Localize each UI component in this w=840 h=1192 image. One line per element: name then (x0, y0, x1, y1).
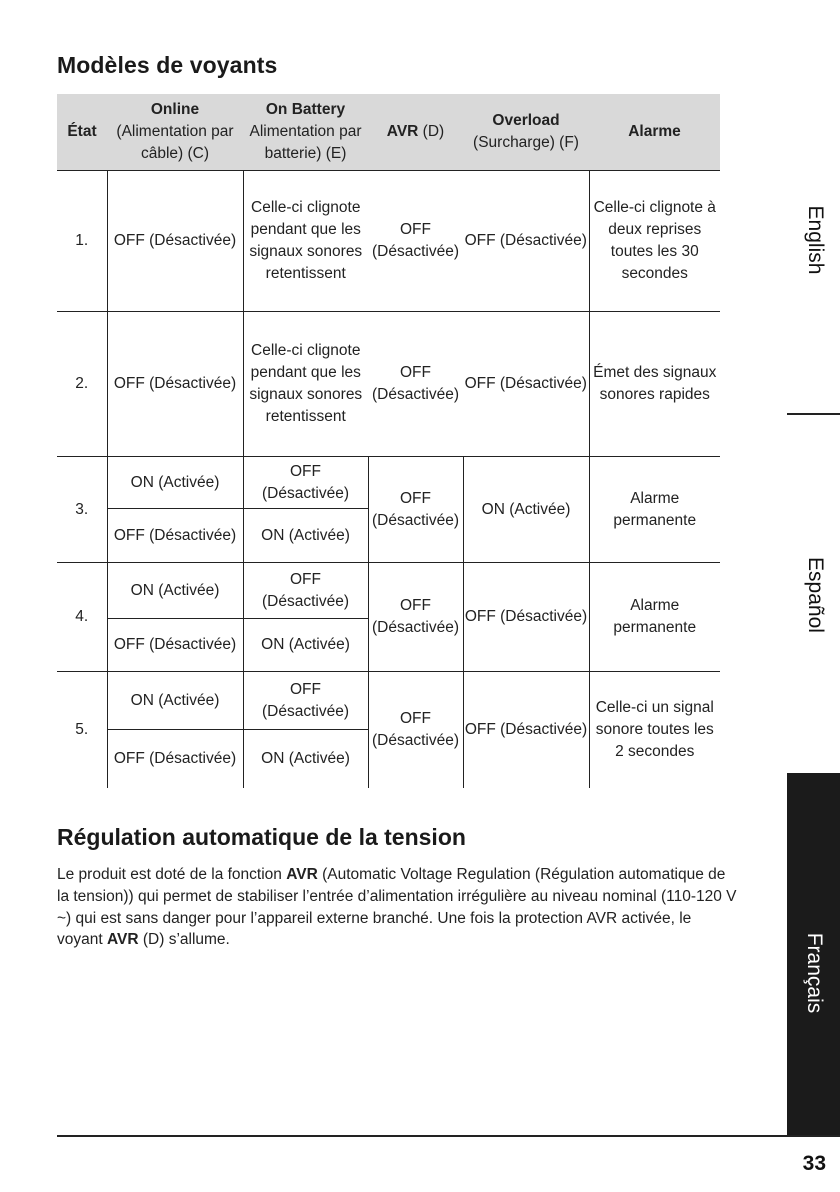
table-row (57, 312, 720, 457)
header-online: Online (Alimentation par câble) (C) (107, 94, 243, 170)
avr-cell: OFF (Désactivée) (368, 457, 463, 563)
footer-divider (57, 1135, 840, 1137)
battery-cell: OFF (Désactivée) (243, 457, 368, 509)
table-row (57, 171, 720, 312)
online-cell: OFF (Désactivée) (107, 509, 243, 563)
alarm-cell: Alarme permanente (589, 457, 720, 563)
header-avr: AVR (D) (368, 94, 463, 170)
side-tab-espanol: Español (804, 557, 827, 633)
header-overload: Overload (Surcharge) (F) (463, 94, 589, 170)
header-alarm: Alarme (589, 94, 720, 170)
avr-cell: OFF (Désactivée) (368, 171, 463, 312)
online-cell: ON (Activée) (107, 672, 243, 730)
alarm-cell: Celle-ci clignote à deux reprises toutes les 30 secondes (589, 171, 720, 312)
side-tab-english: English (804, 205, 827, 275)
online-cell: OFF (Désactivée) (107, 730, 243, 788)
alarm-cell: Celle-ci un signal sonore toutes les 2 secondes (589, 672, 720, 788)
overload-cell: OFF (Désactivée) (463, 312, 589, 457)
battery-cell: Celle-ci clignote pendant que les signaux sonores retentissent (243, 312, 368, 457)
table-header-row (57, 94, 720, 170)
alarm-cell: Alarme permanente (589, 563, 720, 672)
overload-cell: OFF (Désactivée) (463, 563, 589, 672)
section-title-voltage-regulation: Régulation automatique de la tension (57, 824, 466, 850)
battery-cell: ON (Activée) (243, 619, 368, 672)
avr-cell: OFF (Désactivée) (368, 312, 463, 457)
side-tab-divider (787, 413, 840, 415)
alarm-cell: Émet des signaux sonores rapides (589, 312, 720, 457)
battery-cell: Celle-ci clignote pendant que les signaux sonores retentissent (243, 171, 368, 312)
online-cell: ON (Activée) (107, 457, 243, 509)
state-cell: 2. (57, 312, 107, 457)
avr-cell: OFF (Désactivée) (368, 563, 463, 672)
online-cell: ON (Activée) (107, 563, 243, 619)
avr-cell: OFF (Désactivée) (368, 672, 463, 788)
avr-bold-label: AVR (286, 866, 318, 883)
state-cell: 4. (57, 563, 107, 672)
led-patterns-table (57, 94, 720, 788)
side-tab-francais-active: Français (787, 773, 840, 1135)
overload-cell: OFF (Désactivée) (463, 171, 589, 312)
online-cell: OFF (Désactivée) (107, 619, 243, 672)
header-state: État (57, 94, 107, 170)
table-row (57, 672, 720, 730)
page-number: 33 (802, 1152, 826, 1175)
overload-cell: ON (Activée) (463, 457, 589, 563)
online-cell: OFF (Désactivée) (107, 171, 243, 312)
overload-cell: OFF (Désactivée) (463, 672, 589, 788)
online-cell: OFF (Désactivée) (107, 312, 243, 457)
battery-cell: OFF (Désactivée) (243, 672, 368, 730)
battery-cell: ON (Activée) (243, 730, 368, 788)
section-title-led-patterns: Modèles de voyants (57, 52, 278, 78)
table-row (57, 563, 720, 619)
battery-cell: ON (Activée) (243, 509, 368, 563)
state-cell: 1. (57, 171, 107, 312)
header-on-battery: On Battery Alimentation par batterie) (E) (243, 94, 368, 170)
avr-bold-label: AVR (106, 931, 139, 949)
state-cell: 3. (57, 457, 107, 563)
battery-cell: OFF (Désactivée) (243, 563, 368, 619)
state-cell: 5. (57, 672, 107, 788)
avr-description-paragraph: Le produit est doté de la fonction AVR (Automatic Voltage Regulation (Régulation automatique de la tension)) qui permet de stabiliser l’entrée d’alimentation irrégulière au niveau nominal (110-120 V ~) qui est sans danger pour l’appareil externe branché. Une fois la protection AVR activée, le voyant AVR (D) s’allume. (57, 866, 737, 949)
table-row (57, 457, 720, 509)
